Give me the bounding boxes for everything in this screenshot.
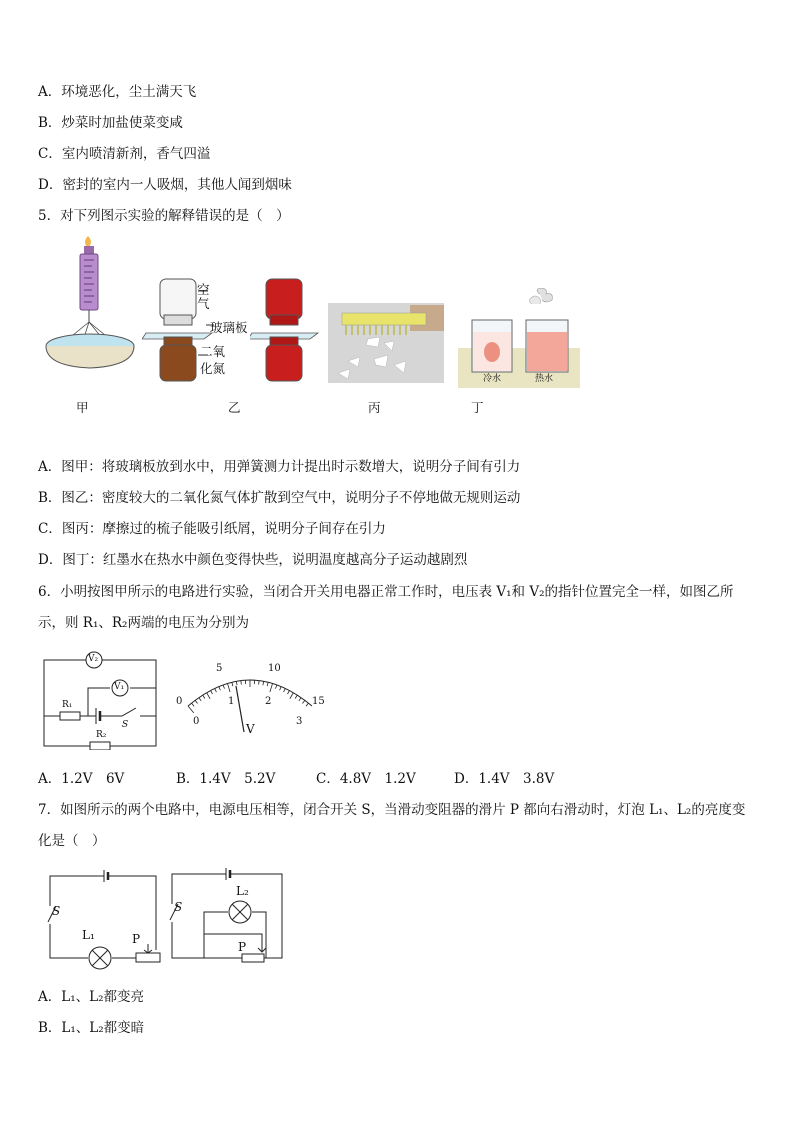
q6-stem-line2: 示，则 R₁、R₂两端的电压为分别为 — [38, 615, 249, 631]
q4-option-c: C．室内喷清新剂，香气四溢 — [38, 146, 211, 162]
figure-q7-circuit-right — [166, 862, 286, 972]
q6-options — [38, 770, 554, 788]
q5-option-b: B．图乙：密度较大的二氧化氮气体扩散到空气中，说明分子不停地做无规则运动 — [38, 490, 521, 506]
meter-tick — [215, 688, 217, 692]
label-p-right: P — [238, 940, 247, 954]
q4-option-b: B．炒菜时加盐使菜变咸 — [38, 115, 183, 131]
meter-tick — [232, 682, 233, 686]
meter-tick — [192, 703, 194, 706]
label-l2: L₂ — [236, 884, 249, 898]
meter-tick — [211, 690, 213, 694]
caption-yi: 乙 — [228, 400, 241, 415]
q7-stem-line1: 7．如图所示的两个电路中，电源电压相等，闭合开关 S，当滑动变阻器的滑片 P 都向右滑动时，灯泡 L₁、L₂的亮度变 — [38, 802, 746, 818]
meter-tick — [223, 685, 224, 689]
meter-tick — [280, 687, 282, 691]
label-q7-s-left: S — [52, 904, 61, 918]
label-p-left: P — [132, 932, 141, 946]
meter-tick — [203, 695, 205, 698]
meter-top-tick-5: 5 — [216, 663, 223, 674]
meter-tick — [306, 703, 308, 706]
figure-ding-beakers — [458, 288, 580, 388]
figure-jia-spring-scale — [40, 232, 140, 382]
q4-option-a: A．环境恶化，尘土满天飞 — [38, 84, 197, 100]
meter-tick — [295, 695, 297, 698]
figure-q7-circuit-left — [44, 866, 164, 972]
meter-tick — [195, 700, 197, 703]
meter-tick — [299, 698, 301, 701]
label-r1: R₁ — [62, 700, 73, 710]
label-r2: R₂ — [96, 730, 107, 740]
meter-tick — [207, 693, 211, 699]
figure-bing-comb-paper — [328, 303, 444, 383]
caption-ding: 丁 — [471, 400, 484, 415]
meter-top-tick-15: 15 — [312, 696, 325, 707]
label-s: S — [122, 720, 129, 730]
label-no2: 二氧化氮 — [200, 344, 226, 376]
meter-tick — [290, 693, 294, 699]
meter-tick — [259, 681, 260, 685]
meter-tick — [267, 682, 268, 686]
label-glass-plate: 玻璃板 — [210, 320, 248, 335]
q7-option-b: B．L₁、L₂都变暗 — [38, 1020, 145, 1036]
q7-option-a: A．L₁、L₂都变亮 — [38, 989, 145, 1005]
caption-jia: 甲 — [76, 400, 89, 415]
meter-tick — [270, 683, 273, 692]
q6-option-b: B．1.4V 5.2V — [176, 771, 276, 787]
meter-tick — [263, 681, 264, 685]
label-air: 空气 — [197, 282, 210, 311]
label-cold-water: 冷水 — [483, 374, 502, 384]
meter-bottom-tick-0: 0 — [193, 716, 200, 727]
meter-tick — [227, 683, 230, 692]
q5-option-d: D．图丁：红墨水在热水中颜色变得快些，说明温度越高分子运动越剧烈 — [38, 552, 468, 568]
label-v2: V₂ — [88, 654, 99, 664]
meter-tick — [284, 688, 286, 692]
meter-bottom-tick-1: 1 — [228, 696, 235, 707]
label-q7-s-right: S — [174, 900, 183, 914]
meter-top-tick-10: 10 — [268, 663, 281, 674]
q6-option-d: D．1.4V 3.8V — [454, 771, 555, 787]
q6-stem-line1: 6．小明按图甲所示的电路进行实验，当闭合开关用电器正常工作时，电压表 V₁和 V₂的指针位置完全一样，如图乙所 — [38, 584, 734, 600]
meter-bottom-tick-2: 2 — [265, 696, 272, 707]
q6-option-c: C．4.8V 1.2V — [316, 771, 416, 787]
q5-option-c: C．图丙：摩擦过的梳子能吸引纸屑，说明分子间存在引力 — [38, 521, 386, 537]
label-l1: L₁ — [82, 928, 95, 942]
figure-yi-bottles-mixed — [250, 275, 330, 385]
meter-tick — [199, 698, 201, 701]
q4-option-d: D．密封的室内一人吸烟，其他人闻到烟味 — [38, 177, 292, 193]
label-hot-water: 热水 — [535, 374, 554, 384]
meter-top-tick-0: 0 — [176, 696, 183, 707]
q7-stem-line2: 化是（ ） — [38, 833, 106, 849]
meter-tick — [302, 700, 304, 703]
meter-tick — [236, 681, 237, 685]
meter-tick — [288, 690, 290, 694]
q6-option-a: A．1.2V 6V — [38, 771, 125, 787]
meter-unit: V — [246, 722, 255, 736]
q5-option-a: A．图甲：将玻璃板放到水中，用弹簧测力计提出时示数增大，说明分子间有引力 — [38, 459, 521, 475]
meter-tick — [219, 687, 221, 691]
caption-bing: 丙 — [368, 400, 381, 415]
q5-stem: 5．对下列图示实验的解释错误的是（ ） — [38, 208, 290, 224]
meter-tick — [188, 706, 194, 713]
label-v1: V₁ — [114, 682, 125, 692]
meter-bottom-tick-3: 3 — [296, 716, 303, 727]
meter-tick — [276, 685, 277, 689]
